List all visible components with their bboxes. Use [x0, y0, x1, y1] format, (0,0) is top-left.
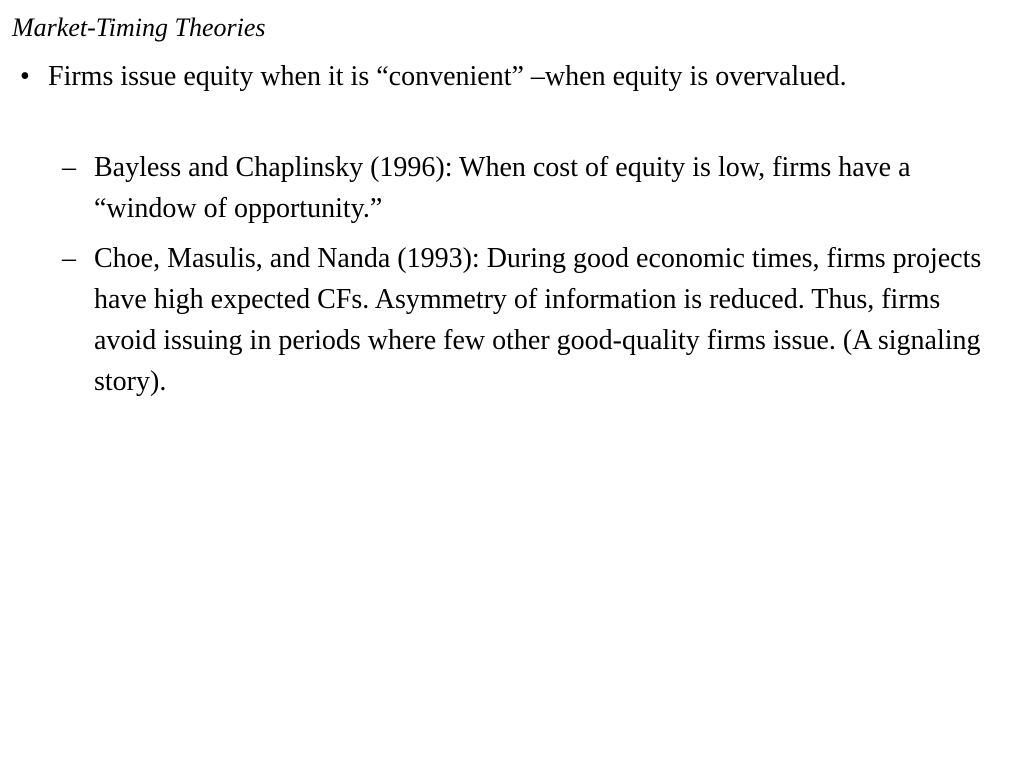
sub-bullet-bayless [62, 147, 1012, 229]
sub-bullet-marker: – [62, 243, 76, 274]
bullet-marker: • [20, 61, 30, 92]
sub-bullet-text: Choe, Masulis, and Nanda (1993): During good economic times, firms projects have high expected CFs. Asymmetry of information is reduced. Thus, firms avoid issuing in periods where few other good-quality firms issue. (A signaling story). [94, 243, 982, 397]
sub-bullet-marker: – [62, 152, 76, 183]
main-bullet-text: Firms issue equity when it is “convenient” –when equity is overvalued. [48, 61, 847, 92]
slide-title: Market-Timing Theories [12, 13, 266, 42]
sub-bullet-text: Bayless and Chaplinsky (1996): When cost of equity is low, firms have a “window of opportunity.” [94, 152, 911, 224]
main-bullet [20, 58, 1010, 96]
sub-bullet-choe [62, 238, 1012, 402]
